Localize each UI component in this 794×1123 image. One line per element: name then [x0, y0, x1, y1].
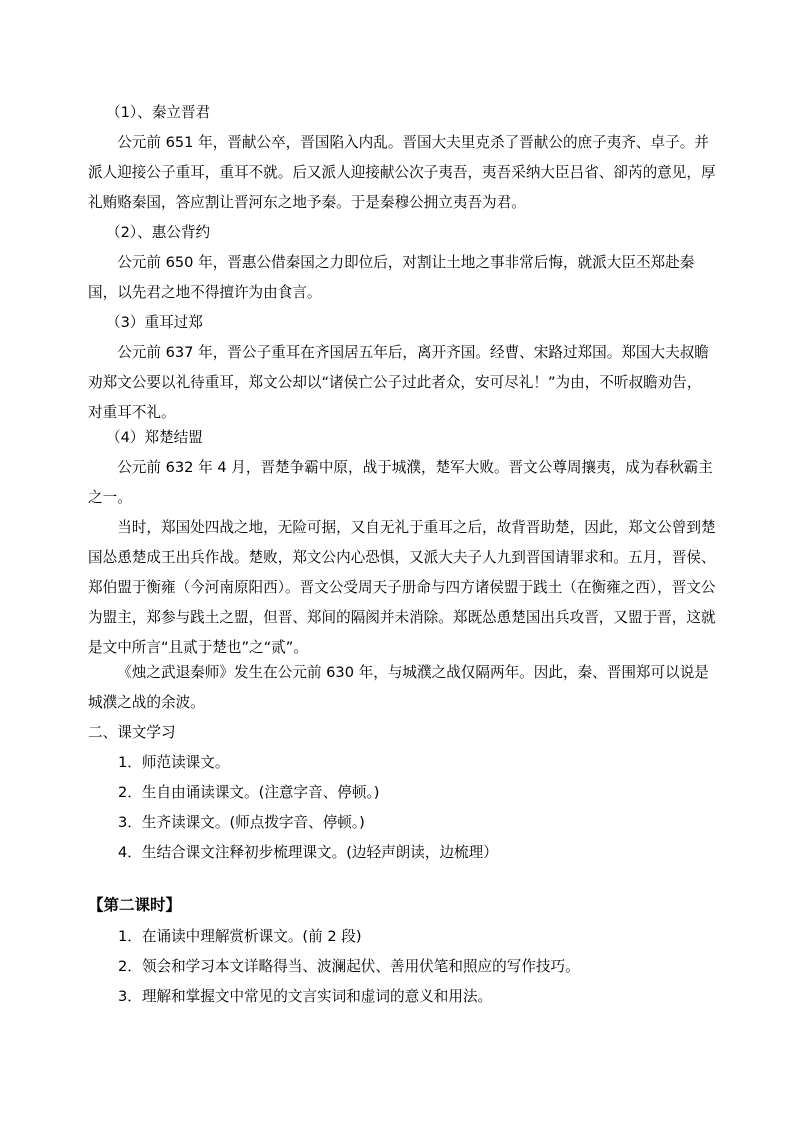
lesson2-item-2: 2．领会和学习本文详略得当、波澜起伏、善用伏笔和照应的写作技巧。: [118, 958, 580, 975]
section2-item-3: 3．生齐读课文。(师点拨字音、停顿。): [118, 814, 365, 831]
section2-item-1: 1．师范读课文。: [118, 754, 230, 771]
part4-paragraph-2: 当时，郑国处四战之地，无险可据，又自无礼于重耳之后，故背晋助楚，因此，郑文公曾到楚国怂恿楚成王出兵作战。楚败，郑文公内心恐惧，又派大夫子人九到晋国请罪求和。五月，晋侯、郑伯盟于衡雍（今河南原阳西）。晋文公受周天子册命与四方诸侯盟于践土（在衡雍之西），晋文公为盟主，郑参与践土之盟，但晋、郑间的隔阂并未消除。郑既怂恿楚国出兵攻晋，又盟于晋，这就是文中所言“且贰于楚也”之“贰”。: [88, 519, 716, 656]
lesson2-item-3: 3．理解和掌握文中常见的文言实词和虚词的意义和用法。: [118, 988, 493, 1005]
part1-paragraph: 公元前 651 年，晋献公卒，晋国陷入内乱。晋国大夫里克杀了晋献公的庶子夷齐、卓子。并派人迎接公子重耳，重耳不就。后又派人迎接献公次子夷吾，夷吾采纳大臣吕省、卻芮的意见，厚礼贿赂秦国，答应割让晋河东之地予秦。于是秦穆公拥立夷吾为君。: [88, 134, 716, 211]
section2-item-4: 4．生结合课文注释初步梳理课文。(边轻声朗读，边梳理）: [118, 844, 498, 861]
section2-item-2: 2．生自由诵读课文。(注意字音、停顿。): [118, 784, 380, 801]
part3-heading: （3）重耳过郑: [106, 314, 203, 331]
lesson2-item-1: 1．在诵读中理解赏析课文。(前 2 段): [118, 928, 362, 945]
part4-paragraph-1: 公元前 632 年 4 月，晋楚争霸中原，战于城濮，楚军大败。晋文公尊周攘夷，成为春秋霸主之一。: [88, 459, 713, 506]
section2-heading: 二、课文学习: [88, 724, 176, 741]
part3-paragraph: 公元前 637 年，晋公子重耳在齐国居五年后，离开齐国。经曹、宋路过郑国。郑国大夫叔瞻劝郑文公要以礼待重耳，郑文公却以“诸侯亡公子过此者众，安可尽礼！”为由，不听叔瞻劝告，对重耳不礼。: [88, 344, 709, 421]
part1-heading: （1）、秦立晋君: [106, 104, 211, 121]
part2-heading: （2）、惠公背约: [106, 224, 211, 241]
part2-paragraph: 公元前 650 年，晋惠公借秦国之力即位后，对割让土地之事非常后悔，就派大臣丕郑赴秦国，以先君之地不得擅许为由食言。: [88, 254, 695, 301]
part4-heading: （4）郑楚结盟: [106, 429, 203, 446]
part4-paragraph-3: 《烛之武退秦师》发生在公元前 630 年，与城濮之战仅隔两年。因此，秦、晋围郑可以说是城濮之战的余波。: [88, 664, 709, 711]
lesson2-title: 【第二课时】: [88, 896, 182, 914]
